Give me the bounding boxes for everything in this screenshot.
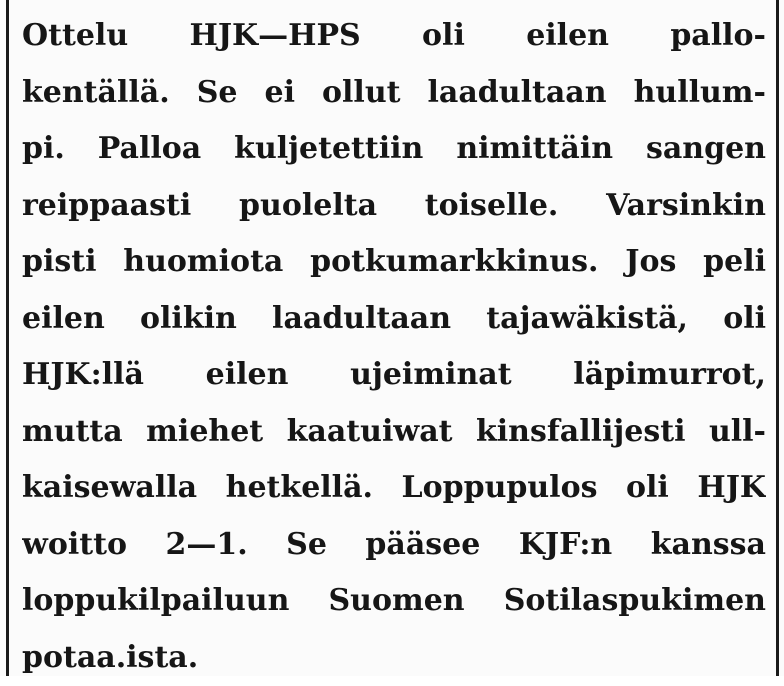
article-line-9: kaisewalla hetkellä. Loppupulos oli HJK bbox=[22, 460, 766, 517]
article-line-10: woitto 2—1. Se pääsee KJF:n kanssa bbox=[22, 517, 766, 574]
article-line-3: pi. Palloa kuljetettiin nimittäin sangen bbox=[22, 121, 766, 178]
article-line-5: pisti huomiota potkumarkkinus. Jos peli bbox=[22, 234, 766, 291]
article-line-11: loppukilpailuun Suomen Sotilaspukimen bbox=[22, 573, 766, 630]
article-line-8: mutta miehet kaatuiwat kinsfallijesti ull- bbox=[22, 404, 766, 461]
article-line-6: eilen olikin laadultaan tajawäkistä, oli bbox=[22, 291, 766, 348]
article-line-2: kentällä. Se ei ollut laadultaan hullum- bbox=[22, 65, 766, 122]
article-line-12: potaa.ista. bbox=[22, 630, 766, 686]
article-line-4: reippaasti puolelta toiselle. Varsinkin bbox=[22, 178, 766, 235]
article-line-1: Ottelu HJK—HPS oli eilen pallo- bbox=[22, 8, 766, 65]
article-text bbox=[22, 8, 766, 686]
right-column-rule bbox=[776, 0, 779, 676]
left-column-rule bbox=[6, 0, 9, 676]
article-line-7: HJK:llä eilen ujeiminat läpimurrot, bbox=[22, 347, 766, 404]
